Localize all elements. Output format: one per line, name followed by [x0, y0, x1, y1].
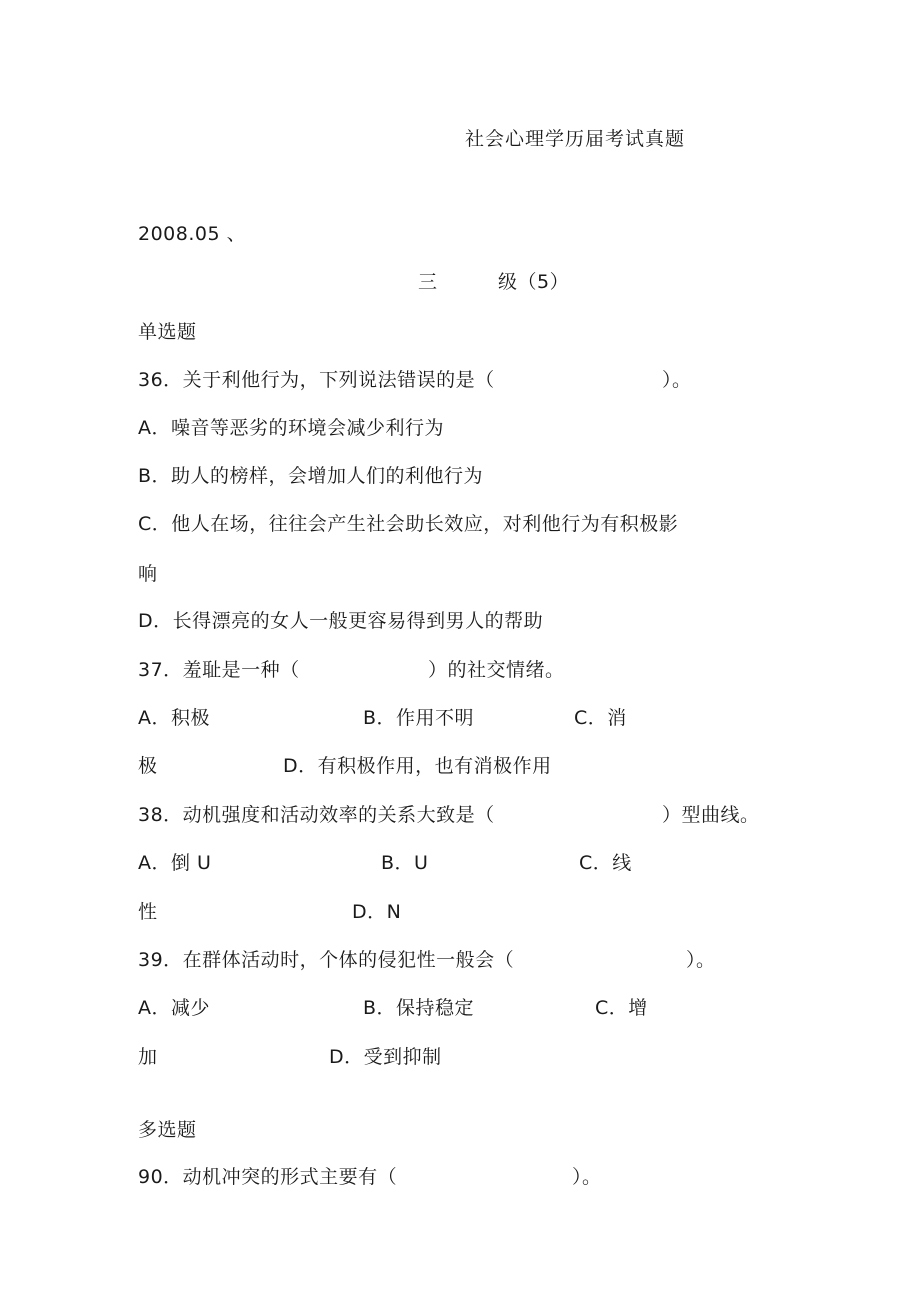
level-char-2: 级（5） [498, 271, 570, 293]
question-37-option-d: D．有积极作用，也有消极作用 [283, 755, 552, 777]
question-39-option-c: C．增 [595, 997, 648, 1019]
question-38-option-c: C．线 [579, 852, 632, 874]
question-36-stem: 36．关于利他行为，下列说法错误的是（ [138, 369, 495, 391]
question-38-option-c-cont: 性 [138, 901, 158, 923]
question-38-option-a: A．倒 U [138, 852, 212, 874]
question-36-option-d: D．长得漂亮的女人一般更容易得到男人的帮助 [138, 610, 544, 632]
level-char-1: 三 [418, 271, 438, 293]
question-37-option-b: B．作用不明 [363, 707, 475, 729]
question-37-option-c-cont: 极 [138, 755, 158, 777]
question-37-option-a: A．积极 [138, 707, 210, 729]
question-38-option-d: D．N [352, 901, 402, 923]
question-38-stem-end: ）型曲线。 [662, 804, 760, 826]
section-heading-single: 单选题 [138, 321, 197, 343]
question-39-option-b: B．保持稳定 [363, 997, 475, 1019]
document-title: 社会心理学历届考试真题 [465, 128, 686, 150]
question-37-stem-end: ）的社交情绪。 [428, 659, 565, 681]
question-36-option-c: C．他人在场，往往会产生社会助长效应，对利他行为有积极影 [138, 513, 679, 535]
question-36-option-b: B．助人的榜样，会增加人们的利他行为 [138, 465, 484, 487]
question-39-stem: 39．在群体活动时，个体的侵犯性一般会（ [138, 949, 515, 971]
question-39-stem-end: ）。 [686, 949, 716, 971]
question-39-option-a: A．减少 [138, 997, 210, 1019]
question-39-option-d: D．受到抑制 [329, 1046, 442, 1068]
question-90-stem-end: ）。 [572, 1166, 602, 1188]
question-37-option-c: C．消 [574, 707, 627, 729]
question-90-stem: 90．动机冲突的形式主要有（ [138, 1166, 398, 1188]
question-39-option-c-cont: 加 [138, 1046, 158, 1068]
exam-date: 2008.05 、 [138, 223, 247, 245]
section-heading-multi: 多选题 [138, 1119, 197, 1141]
question-37-stem: 37．羞耻是一种（ [138, 659, 300, 681]
question-36-option-a: A．噪音等恶劣的环境会减少利行为 [138, 417, 444, 439]
question-38-option-b: B．U [381, 852, 429, 874]
question-36-option-c-cont: 响 [138, 563, 158, 585]
question-38-stem: 38．动机强度和活动效率的关系大致是（ [138, 804, 495, 826]
question-36-stem-end: ）。 [662, 369, 692, 391]
